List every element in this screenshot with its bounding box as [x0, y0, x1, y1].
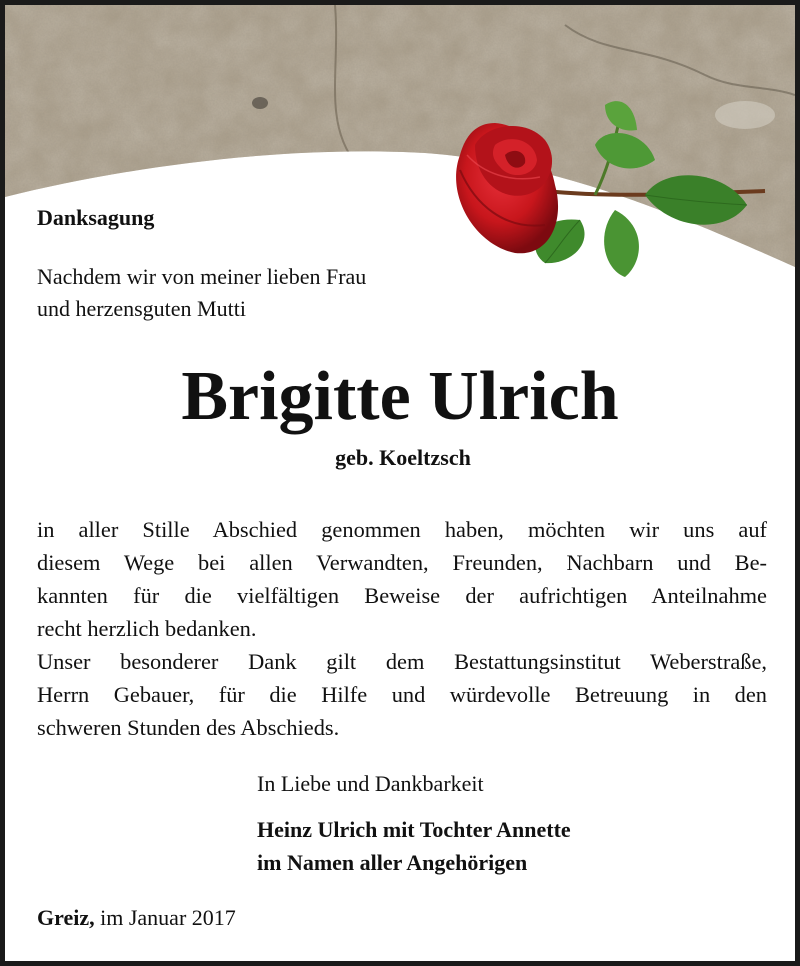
body-line: Unser besonderer Dank gilt dem Bestattungsinstitut Weberstraße,	[37, 649, 767, 674]
body-line: Herrn Gebauer, für die Hilfe und würdevolle Betreuung in den	[37, 682, 767, 707]
deceased-name: Brigitte Ulrich	[181, 358, 619, 435]
place-and-date	[37, 905, 236, 931]
intro-line: und herzensguten Mutti	[37, 296, 246, 321]
closing-phrase: In Liebe und Dankbarkeit	[257, 771, 484, 796]
signers	[257, 813, 571, 879]
body-line: kannten für die vielfältigen Beweise der aufrichtigen Anteilnahme	[37, 583, 767, 608]
maiden-name: geb. Koeltzsch	[335, 445, 471, 470]
place-name: Greiz,	[37, 905, 95, 930]
signer-line: Heinz Ulrich mit Tochter Annette	[257, 817, 571, 842]
date-text: im Januar 2017	[100, 905, 236, 930]
intro-text	[37, 261, 366, 325]
notice-heading: Danksagung	[37, 205, 155, 230]
body-line: recht herzlich bedanken.	[37, 616, 257, 641]
intro-line: Nachdem wir von meiner lieben Frau	[37, 264, 367, 289]
signer-line: im Namen aller Angehörigen	[257, 850, 528, 875]
body-line: diesem Wege bei allen Verwandten, Freunden, Nachbarn und Be-	[37, 550, 767, 575]
rose-on-stone-image	[5, 5, 795, 305]
body-line: schweren Stunden des Abschieds.	[37, 715, 340, 740]
thanks-body	[37, 513, 767, 744]
body-line: in aller Stille Abschied genommen haben, möchten wir uns auf	[37, 517, 767, 542]
